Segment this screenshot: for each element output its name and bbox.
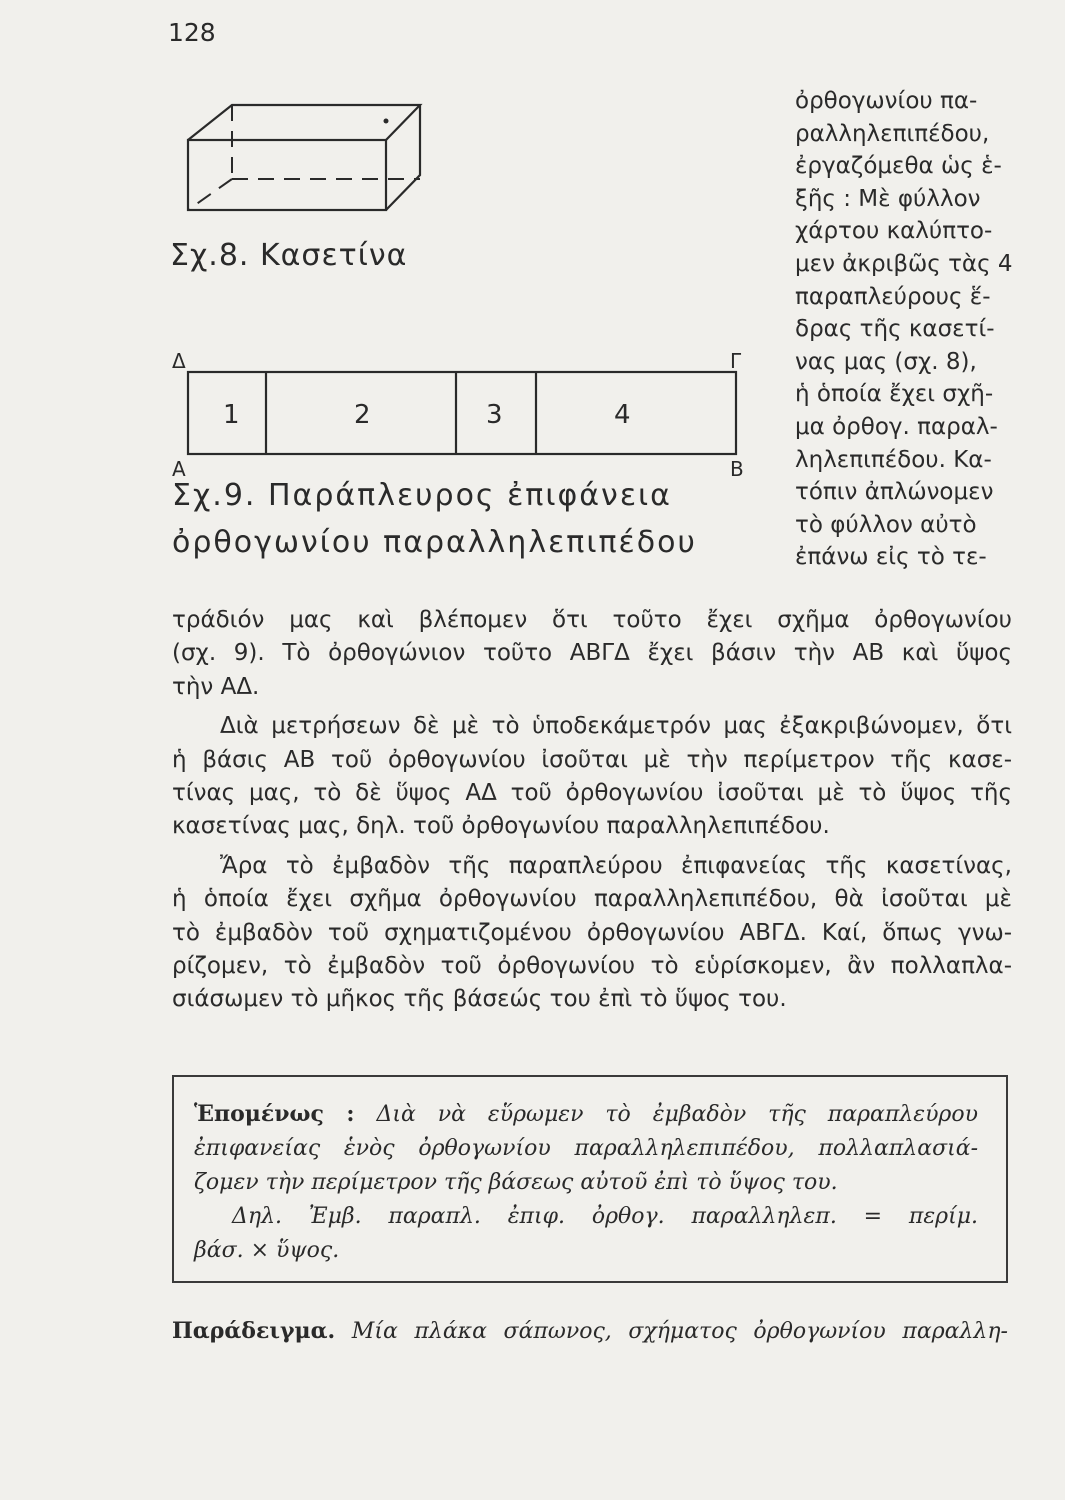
page-number: 128	[168, 18, 216, 47]
box-hidden-edge-diagonal	[188, 179, 232, 210]
rule-line-4: Δηλ. Ἐμβ. παραπλ. ἐπιφ. ὀρθογ. παραλληλεπ. = περίμ.	[232, 1204, 978, 1229]
body-line: Ἄρα τὸ ἐμβαδὸν τῆς παραπλεύρου ἐπιφανείας τῆς κασετίνας,	[220, 852, 1012, 879]
side-line: μεν ἀκριβῶς τὰς 4	[795, 250, 1013, 277]
rule-lead: Ἑπομένως :	[194, 1101, 355, 1127]
figure8-caption: Σχ.8. Κασετίνα	[170, 238, 408, 273]
lateral-rectangle	[188, 372, 736, 454]
side-line: τόπιν ἀπλώνομεν	[795, 479, 994, 506]
side-line: ἐργαζόμεθα ὡς ἑ-	[795, 153, 1002, 180]
side-line: ξῆς : Μὲ φύλλον	[795, 185, 981, 212]
body-line: τὴν ΑΔ.	[172, 673, 260, 700]
body-line: τὸ ἐμβαδὸν τοῦ σχηματιζομένου ὀρθογωνίου ΑΒΓΔ. Καί, ὅπως γνω-	[172, 919, 1012, 946]
rule-line-1-text: Διὰ νὰ εὕρωμεν τὸ ἐμβαδὸν τῆς παραπλεύρου	[376, 1102, 978, 1127]
example-label: Παράδειγμα.	[172, 1318, 336, 1344]
rule-line-5: βάσ. × ὕψος.	[194, 1238, 340, 1263]
side-column-text	[795, 85, 1035, 574]
corner-label-bottom-left: Α	[172, 457, 186, 480]
rule-box	[172, 1075, 1008, 1283]
segment-label-1: 1	[223, 400, 240, 430]
side-line: ραλληλεπιπέδου,	[795, 120, 990, 147]
segment-label-3: 3	[486, 400, 503, 430]
figure9-lateral-surface	[168, 350, 748, 480]
body-text	[172, 604, 1012, 1017]
figure9-caption-line2: ὀρθογωνίου παραλληλεπιπέδου	[172, 525, 697, 560]
segment-label-4: 4	[614, 400, 631, 430]
body-line: ρίζομεν, τὸ ἐμβαδὸν τοῦ ὀρθογωνίου τὸ εὑρίσκομεν, ἂν πολλαπλα-	[172, 953, 1012, 980]
figure9-caption-line1: Σχ.9. Παράπλευρος ἐπιφάνεια	[172, 478, 672, 513]
box-right-face	[386, 105, 420, 210]
rule-line-3: ζομεν τὴν περίμετρον τῆς βάσεως αὐτοῦ ἐπὶ τὸ ὕψος του.	[194, 1170, 838, 1195]
side-line: μα ὀρθογ. παραλ-	[795, 413, 998, 440]
rule-line-1	[174, 1097, 1006, 1132]
example-text: Μία πλάκα σάπωνος, σχήματος ὀρθογωνίου παραλλη-	[351, 1319, 1008, 1344]
side-line: ἐπάνω εἰς τὸ τε-	[795, 544, 987, 571]
body-line: σιάσωμεν τὸ μῆκος τῆς βάσεώς του ἐπὶ τὸ ὕψος του.	[172, 986, 787, 1013]
side-line: τὸ φύλλον αὐτὸ	[795, 511, 977, 538]
corner-label-top-right: Γ	[730, 350, 742, 373]
side-line: ληλεπιπέδου. Κα-	[795, 446, 992, 473]
body-line: τίνας μας, τὸ δὲ ὕψος ΑΔ τοῦ ὀρθογωνίου ἰσοῦται μὲ τὸ ὕψος τῆς	[172, 780, 1012, 807]
segment-label-2: 2	[354, 400, 371, 430]
example-line	[172, 1318, 1008, 1344]
side-line: ὀρθογωνίου πα-	[795, 88, 978, 114]
side-line: ἡ ὁποία ἔχει σχῆ-	[795, 381, 994, 408]
box-dot	[384, 119, 389, 124]
body-line: τράδιόν μας καὶ βλέπομεν ὅτι τοῦτο ἔχει σχῆμα ὀρθογωνίου	[172, 607, 1012, 633]
rule-line-2: ἐπιφανείας ἑνὸς ὀρθογωνίου παραλληλεπιπέδου, πολλαπλασιά-	[194, 1136, 978, 1161]
side-line: νας μας (σχ. 8),	[795, 348, 977, 375]
side-line: παραπλεύρους ἕ-	[795, 283, 991, 310]
box-front-face	[188, 140, 386, 210]
corner-label-bottom-right: Β	[730, 457, 744, 480]
side-line: δρας τῆς κασετί-	[795, 316, 995, 343]
body-line: κασετίνας μας, δηλ. τοῦ ὀρθογωνίου παραλληλεπιπέδου.	[172, 813, 830, 840]
body-line: ἡ ὁποία ἔχει σχῆμα ὀρθογωνίου παραλληλεπιπέδου, θὰ ἰσοῦται μὲ	[172, 886, 1012, 913]
body-line: ἡ βάσις ΑΒ τοῦ ὀρθογωνίου ἰσοῦται μὲ τὴν περίμετρον τῆς κασε-	[172, 746, 1012, 773]
body-line: (σχ. 9). Τὸ ὀρθογώνιον τοῦτο ΑΒΓΔ ἔχει βάσιν τὴν ΑΒ καὶ ὕψος	[172, 640, 1012, 667]
side-line: χάρτου καλύπτο-	[795, 218, 993, 245]
corner-label-top-left: Δ	[172, 350, 186, 373]
body-line: Διὰ μετρήσεων δὲ μὲ τὸ ὑποδεκάμετρόν μας ἐξακριβώνομεν, ὅτι	[220, 713, 1012, 740]
